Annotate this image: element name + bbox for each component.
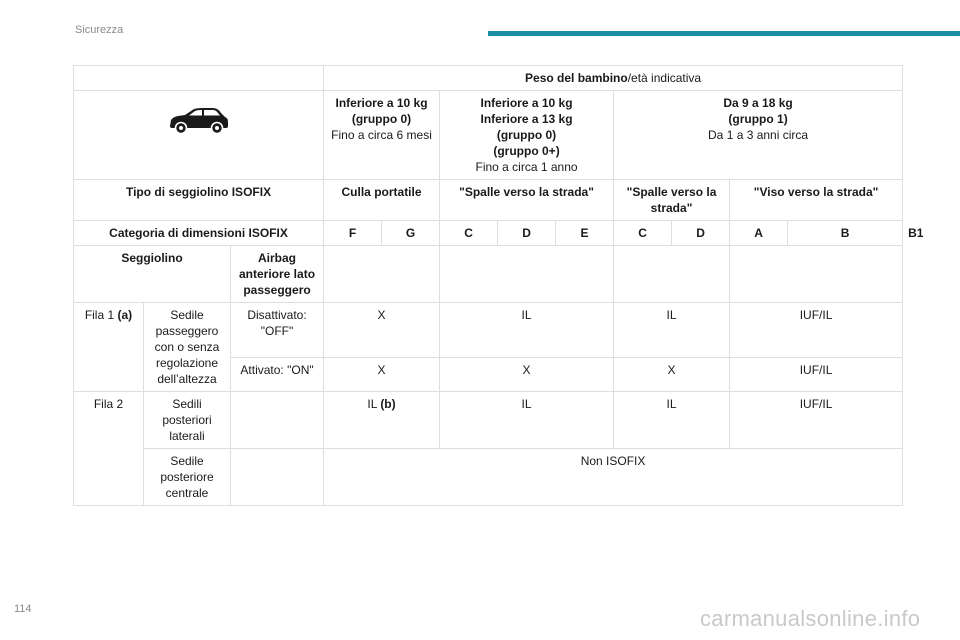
group-0-cell — [324, 91, 440, 180]
size-category-cell: D — [672, 221, 730, 246]
group-0-age: Fino a circa 6 mesi — [331, 128, 432, 142]
group-0-label: (gruppo 0) — [351, 112, 412, 126]
group-0plus-weight-b: Inferiore a 13 kg — [480, 112, 573, 126]
airbag-off-label: Disattivato: "OFF" — [231, 303, 324, 358]
size-category-cell: F — [324, 221, 382, 246]
empty-cell — [614, 246, 730, 303]
row2-lateral-value-cell — [324, 392, 440, 449]
empty-corner-cell — [74, 66, 324, 91]
airbag-column-header: Airbag anteriore lato passeggero — [231, 246, 324, 303]
row1-off-value: IL — [440, 303, 614, 358]
row2-lateral-value: IL — [614, 392, 730, 449]
row2-lateral-value: IL — [440, 392, 614, 449]
row1-off-value: X — [324, 303, 440, 358]
seat-type-carrycot: Culla portatile — [324, 180, 440, 221]
group-0plus-weight-a: Inferiore a 10 kg — [480, 96, 573, 110]
row1-airbag-off — [74, 303, 903, 358]
row2-lateral-seat: Sedili posteriori laterali — [144, 392, 231, 449]
isofix-table — [73, 65, 924, 506]
row2-central — [74, 449, 903, 506]
size-category-cell: G — [382, 221, 440, 246]
group-0plus-label-b: (gruppo 0+) — [493, 144, 560, 158]
row2-central-seat: Sedile posteriore centrale — [144, 449, 231, 506]
empty-cell — [730, 246, 903, 303]
row1-on-value: X — [614, 358, 730, 392]
watermark: carmanualsonline.info — [700, 606, 921, 631]
group-0-weight: Inferiore a 10 kg — [335, 96, 428, 110]
seat-type-label: Tipo di seggiolino ISOFIX — [74, 180, 324, 221]
row1-on-value: X — [440, 358, 614, 392]
group-1-weight: Da 9 a 18 kg — [723, 96, 793, 110]
row1-off-value: IL — [614, 303, 730, 358]
row2-note: (b) — [380, 397, 396, 411]
size-category-cell: C — [440, 221, 498, 246]
row2-central-value: Non ISOFIX — [324, 449, 903, 506]
car-icon — [167, 105, 231, 139]
seat-type-rear-facing-a: "Spalle verso la strada" — [440, 180, 614, 221]
seat-type-rear-facing-b: "Spalle verso la strada" — [614, 180, 730, 221]
groups-row — [74, 91, 903, 180]
subheader-row — [74, 246, 903, 303]
row1-off-value: IUF/IL — [730, 303, 903, 358]
weight-header-rest: /età indicativa — [627, 71, 702, 85]
size-category-cell: B — [788, 221, 903, 246]
group-0plus-label-a: (gruppo 0) — [496, 128, 557, 142]
empty-cell — [440, 246, 614, 303]
weight-header-row — [74, 66, 903, 91]
header-accent-bar — [488, 31, 960, 36]
row2-lateral-value: IL — [367, 397, 377, 411]
empty-cell — [231, 392, 324, 449]
seat-type-forward-facing: "Viso verso la strada" — [730, 180, 903, 221]
group-1-age: Da 1 a 3 anni circa — [708, 128, 809, 142]
size-category-cell: A — [730, 221, 788, 246]
row1-on-value: X — [324, 358, 440, 392]
row2-lateral-value: IUF/IL — [730, 392, 903, 449]
size-category-label: Categoria di dimensioni ISOFIX — [74, 221, 324, 246]
row1-seat: Sedile passeggero con o senza regolazione dell’altezza — [144, 303, 231, 392]
seat-column-header: Seggiolino — [74, 246, 231, 303]
row2-label: Fila 2 — [74, 392, 144, 506]
row1-label-cell — [74, 303, 144, 392]
row2-lateral — [74, 392, 903, 449]
group-0plus-age: Fino a circa 1 anno — [475, 160, 578, 174]
row1-on-value: IUF/IL — [730, 358, 903, 392]
empty-cell — [231, 449, 324, 506]
weight-header-bold: Peso del bambino — [525, 71, 628, 85]
row1-note: (a) — [117, 308, 133, 322]
page-number: 114 — [14, 603, 32, 615]
empty-cell — [324, 246, 440, 303]
row1-label: Fila 1 — [84, 308, 115, 322]
group-0plus-cell — [440, 91, 614, 180]
group-1-label: (gruppo 1) — [728, 112, 788, 126]
seat-type-row — [74, 180, 903, 221]
section-title: Sicurezza — [75, 24, 124, 36]
size-category-cell: E — [556, 221, 614, 246]
size-category-row: Categoria di dimensioni ISOFIX F G C D E C D A B B1 — [74, 221, 903, 246]
airbag-on-label: Attivato: "ON" — [231, 358, 324, 392]
group-1-cell — [614, 91, 903, 180]
weight-header-cell — [324, 66, 903, 91]
car-icon-cell — [74, 91, 324, 180]
size-category-cell: D — [498, 221, 556, 246]
size-category-cell: C — [614, 221, 672, 246]
